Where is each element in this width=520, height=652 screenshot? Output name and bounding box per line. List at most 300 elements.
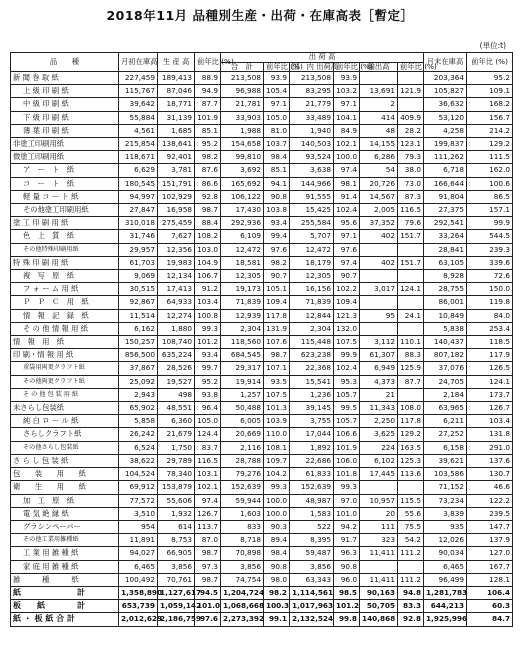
table-row bbox=[11, 217, 513, 230]
row-value: 93.9 bbox=[264, 72, 290, 85]
row-value: 95 bbox=[360, 309, 398, 322]
row-value: 5,707 bbox=[290, 230, 334, 243]
row-value: 167.7 bbox=[467, 560, 513, 573]
row-value: 12,472 bbox=[221, 243, 264, 256]
row-value: 83.3 bbox=[398, 600, 424, 613]
row-value: 96.3 bbox=[334, 547, 360, 560]
row-value: 73,234 bbox=[424, 494, 467, 507]
row-name: ア ー ト 紙 bbox=[11, 164, 119, 177]
row-value: 50,705 bbox=[360, 600, 398, 613]
row-value: 96.4 bbox=[195, 402, 221, 415]
row-value bbox=[360, 243, 398, 256]
row-value: 86.6 bbox=[195, 177, 221, 190]
row-value: 19,983 bbox=[158, 256, 195, 269]
row-value: 22,686 bbox=[290, 454, 334, 467]
row-name: さ ら し 包 装 紙 bbox=[11, 454, 119, 467]
table-row bbox=[11, 468, 513, 481]
row-value: 156.7 bbox=[467, 111, 513, 124]
row-value: 3,510 bbox=[119, 507, 158, 520]
row-value: 95.2 bbox=[195, 375, 221, 388]
table-row bbox=[11, 322, 513, 335]
row-value: 28,841 bbox=[424, 243, 467, 256]
row-value: 99.9 bbox=[334, 349, 360, 362]
row-value: 25,092 bbox=[119, 375, 158, 388]
row-value: 94.5 bbox=[195, 586, 221, 599]
row-value: 522 bbox=[290, 520, 334, 533]
row-value: 90.7 bbox=[334, 270, 360, 283]
row-name: 非塗工印刷用紙 bbox=[11, 138, 119, 151]
row-value: 98.5 bbox=[334, 586, 360, 599]
row-value: 100.0 bbox=[334, 151, 360, 164]
row-value bbox=[398, 322, 424, 335]
production-table bbox=[10, 52, 513, 627]
row-value: 87.7 bbox=[195, 98, 221, 111]
row-value bbox=[398, 560, 424, 573]
row-value: 101.2 bbox=[334, 600, 360, 613]
row-value: 69,912 bbox=[119, 481, 158, 494]
row-value: 12,939 bbox=[221, 309, 264, 322]
row-value: 6,360 bbox=[158, 415, 195, 428]
row-value: 113.6 bbox=[398, 468, 424, 481]
row-value: 16,958 bbox=[158, 204, 195, 217]
row-value: 73.0 bbox=[398, 177, 424, 190]
row-name: 複 写 原 紙 bbox=[11, 270, 119, 283]
row-value: 131.8 bbox=[467, 428, 513, 441]
row-value: 8,718 bbox=[221, 534, 264, 547]
row-value: 110.1 bbox=[398, 336, 424, 349]
row-value: 126.7 bbox=[467, 402, 513, 415]
row-name: その他さらし包装紙 bbox=[11, 441, 119, 454]
row-value: 22,368 bbox=[290, 362, 334, 375]
row-value: 129.2 bbox=[398, 428, 424, 441]
row-value: 79.3 bbox=[398, 151, 424, 164]
row-value: 1,932 bbox=[158, 507, 195, 520]
row-value: 137.6 bbox=[467, 454, 513, 467]
row-value: 91,555 bbox=[290, 190, 334, 203]
row-value: 16,156 bbox=[290, 283, 334, 296]
row-value: 255,584 bbox=[290, 217, 334, 230]
table-row bbox=[11, 362, 513, 375]
row-value: 2,304 bbox=[221, 322, 264, 335]
row-value bbox=[398, 98, 424, 111]
row-value: 91.4 bbox=[334, 190, 360, 203]
row-value: 92.8 bbox=[195, 190, 221, 203]
header-shipments: 出 荷 高 bbox=[221, 53, 424, 63]
row-value: 180,545 bbox=[119, 177, 158, 190]
row-value: 3,856 bbox=[221, 560, 264, 573]
row-value: 59,487 bbox=[290, 547, 334, 560]
row-value: 97.6 bbox=[264, 243, 290, 256]
row-name: 色 上 質 紙 bbox=[11, 230, 119, 243]
row-value: 87.3 bbox=[398, 190, 424, 203]
table-row bbox=[11, 151, 513, 164]
row-value: 116.5 bbox=[398, 204, 424, 217]
row-value: 109.7 bbox=[264, 454, 290, 467]
row-value: 150,257 bbox=[119, 336, 158, 349]
row-value: 124.1 bbox=[398, 283, 424, 296]
row-value: 95.6 bbox=[334, 217, 360, 230]
row-value: 98.7 bbox=[195, 547, 221, 560]
row-value: 292,541 bbox=[424, 217, 467, 230]
row-value: 2,012,629 bbox=[119, 613, 158, 626]
table-row bbox=[11, 270, 513, 283]
table-row bbox=[11, 98, 513, 111]
row-value: 48,987 bbox=[290, 494, 334, 507]
table-body bbox=[11, 72, 513, 627]
header-domestic-yoy: 前年比 (%) bbox=[334, 62, 360, 72]
row-value: 33,489 bbox=[290, 111, 334, 124]
table-row bbox=[11, 507, 513, 520]
row-value: 414 bbox=[360, 111, 398, 124]
row-value: 6,286 bbox=[360, 151, 398, 164]
row-name: フ ォ ー ム 用 紙 bbox=[11, 283, 119, 296]
row-name: さらしクラフト紙 bbox=[11, 428, 119, 441]
row-value: 91.7 bbox=[334, 534, 360, 547]
row-value: 102.2 bbox=[334, 283, 360, 296]
row-value: 102.1 bbox=[195, 481, 221, 494]
row-value: 2,273,392 bbox=[221, 613, 264, 626]
row-value: 166,644 bbox=[424, 177, 467, 190]
row-value: 118,560 bbox=[221, 336, 264, 349]
row-value: 97.4 bbox=[195, 494, 221, 507]
row-value: 98.7 bbox=[195, 573, 221, 586]
row-value: 94.1 bbox=[264, 177, 290, 190]
row-value: 3,112 bbox=[360, 336, 398, 349]
row-value: 93.4 bbox=[195, 349, 221, 362]
table-row bbox=[11, 613, 513, 626]
row-value: 6,465 bbox=[119, 560, 158, 573]
row-value: 103.0 bbox=[195, 243, 221, 256]
row-value: 61,307 bbox=[360, 349, 398, 362]
row-value: 106,122 bbox=[221, 190, 264, 203]
row-value: 19,173 bbox=[221, 283, 264, 296]
row-value: 86.5 bbox=[467, 190, 513, 203]
row-name: 下 級 印 刷 紙 bbox=[11, 111, 119, 124]
row-value: 3,017 bbox=[360, 283, 398, 296]
row-value: 138,641 bbox=[158, 138, 195, 151]
row-value: 150.0 bbox=[467, 283, 513, 296]
table-row bbox=[11, 349, 513, 362]
row-value: 101.9 bbox=[195, 111, 221, 124]
row-value: 108,740 bbox=[158, 336, 195, 349]
row-value: 97.1 bbox=[334, 98, 360, 111]
row-value: 21,781 bbox=[221, 98, 264, 111]
row-value: 20 bbox=[360, 507, 398, 520]
header-stock-yoy: 前年比 (%) bbox=[467, 53, 513, 72]
row-value: 117.8 bbox=[398, 415, 424, 428]
row-value: 7,627 bbox=[158, 230, 195, 243]
row-value: 1,127,617 bbox=[158, 586, 195, 599]
row-name: そ の 他 包 装 用 紙 bbox=[11, 388, 119, 401]
row-value: 104.2 bbox=[264, 468, 290, 481]
row-value: 37,352 bbox=[360, 217, 398, 230]
row-name: 薄 葉 印 刷 紙 bbox=[11, 124, 119, 137]
row-value: 2 bbox=[360, 98, 398, 111]
row-value: 6,524 bbox=[119, 441, 158, 454]
row-value: 684,545 bbox=[221, 349, 264, 362]
row-value: 856,500 bbox=[119, 349, 158, 362]
row-value: 123.1 bbox=[398, 138, 424, 151]
row-value bbox=[398, 72, 424, 85]
row-value: 71,839 bbox=[290, 296, 334, 309]
row-value: 833 bbox=[221, 520, 264, 533]
row-value: 24.1 bbox=[398, 309, 424, 322]
row-value: 275,459 bbox=[158, 217, 195, 230]
row-value: 935 bbox=[424, 520, 467, 533]
row-value: 11,411 bbox=[360, 547, 398, 560]
row-value bbox=[398, 296, 424, 309]
row-value: 53,120 bbox=[424, 111, 467, 124]
row-value: 61,703 bbox=[119, 256, 158, 269]
row-value: 152,639 bbox=[221, 481, 264, 494]
row-value: 339.6 bbox=[467, 256, 513, 269]
row-value: 3,781 bbox=[158, 164, 195, 177]
row-value: 108.2 bbox=[195, 230, 221, 243]
row-name: その他特殊印刷用紙 bbox=[11, 243, 119, 256]
row-value: 20,726 bbox=[360, 177, 398, 190]
row-value: 113.7 bbox=[195, 520, 221, 533]
table-row bbox=[11, 547, 513, 560]
row-name: 板 紙 計 bbox=[11, 600, 119, 613]
row-value: 2,184 bbox=[424, 388, 467, 401]
row-value: 101.9 bbox=[334, 441, 360, 454]
row-value: 39,145 bbox=[290, 402, 334, 415]
row-value: 50,488 bbox=[221, 402, 264, 415]
row-value: 147.7 bbox=[467, 520, 513, 533]
row-value: 100.6 bbox=[467, 177, 513, 190]
row-value: 105,827 bbox=[424, 85, 467, 98]
row-value: 97.3 bbox=[195, 560, 221, 573]
table-row bbox=[11, 428, 513, 441]
row-value: 105.4 bbox=[264, 85, 290, 98]
row-value: 106.4 bbox=[467, 586, 513, 599]
row-value: 1,257 bbox=[221, 388, 264, 401]
row-value: 94,997 bbox=[119, 190, 158, 203]
row-value: 115.5 bbox=[398, 494, 424, 507]
row-value: 104.9 bbox=[195, 256, 221, 269]
row-value: 79.6 bbox=[398, 217, 424, 230]
row-name: 情 報 記 録 紙 bbox=[11, 309, 119, 322]
row-value: 157.1 bbox=[467, 204, 513, 217]
row-value: 70,898 bbox=[221, 547, 264, 560]
row-value: 189,413 bbox=[158, 72, 195, 85]
row-name: グラシンペーパー bbox=[11, 520, 119, 533]
row-value: 18,179 bbox=[290, 256, 334, 269]
row-value: 213,508 bbox=[221, 72, 264, 85]
row-value: 17,430 bbox=[221, 204, 264, 217]
row-value: 29,957 bbox=[119, 243, 158, 256]
row-value: 101.0 bbox=[195, 600, 221, 613]
row-value: 95.2 bbox=[195, 138, 221, 151]
row-value: 11,343 bbox=[360, 402, 398, 415]
row-value: 153,879 bbox=[158, 481, 195, 494]
row-value: 6,109 bbox=[221, 230, 264, 243]
row-value: 88.4 bbox=[195, 217, 221, 230]
row-value: 117.9 bbox=[467, 349, 513, 362]
row-value: 1,925,996 bbox=[424, 613, 467, 626]
row-value: 92,867 bbox=[119, 296, 158, 309]
row-value: 93.4 bbox=[264, 217, 290, 230]
row-value: 122.2 bbox=[467, 494, 513, 507]
row-value: 29,317 bbox=[221, 362, 264, 375]
row-value: 4,561 bbox=[119, 124, 158, 137]
row-value: 28,755 bbox=[424, 283, 467, 296]
row-value bbox=[360, 270, 398, 283]
row-value: 163.5 bbox=[398, 441, 424, 454]
row-value: 98.7 bbox=[264, 349, 290, 362]
row-value: 115,448 bbox=[290, 336, 334, 349]
row-value: 103.4 bbox=[467, 415, 513, 428]
row-value: 119.8 bbox=[467, 296, 513, 309]
header-total-yoy: 前年比 (%) bbox=[264, 62, 290, 72]
row-value: 239.3 bbox=[467, 243, 513, 256]
row-value: 6,102 bbox=[360, 454, 398, 467]
row-value: 214.2 bbox=[467, 124, 513, 137]
row-value: 12,472 bbox=[290, 243, 334, 256]
row-value: 103,586 bbox=[424, 468, 467, 481]
row-name: Ｐ Ｐ Ｃ 用 紙 bbox=[11, 296, 119, 309]
row-name: 純 白 ロ ー ル 紙 bbox=[11, 415, 119, 428]
row-value: 2,132,524 bbox=[290, 613, 334, 626]
row-value: 1,988 bbox=[221, 124, 264, 137]
row-value: 27,252 bbox=[424, 428, 467, 441]
row-name: 紙 計 bbox=[11, 586, 119, 599]
row-value: 239.5 bbox=[467, 507, 513, 520]
row-value: 2,304 bbox=[290, 322, 334, 335]
row-value: 71,839 bbox=[221, 296, 264, 309]
row-value: 1,204,724 bbox=[221, 586, 264, 599]
row-value: 12,305 bbox=[290, 270, 334, 283]
table-row bbox=[11, 375, 513, 388]
row-value: 30,515 bbox=[119, 283, 158, 296]
row-value: 6,158 bbox=[424, 441, 467, 454]
row-value: 28,526 bbox=[158, 362, 195, 375]
row-value: 99.8 bbox=[334, 613, 360, 626]
row-value: 88.9 bbox=[195, 72, 221, 85]
row-value: 8,395 bbox=[290, 534, 334, 547]
table-row bbox=[11, 402, 513, 415]
row-value: 12,274 bbox=[158, 309, 195, 322]
row-value: 99.5 bbox=[334, 402, 360, 415]
row-value: 70,761 bbox=[158, 573, 195, 586]
row-value: 95.2 bbox=[467, 72, 513, 85]
row-value: 173.7 bbox=[467, 388, 513, 401]
row-value: 1,685 bbox=[158, 124, 195, 137]
row-value: 46.6 bbox=[467, 481, 513, 494]
row-value: 91,804 bbox=[424, 190, 467, 203]
row-value: 55,606 bbox=[158, 494, 195, 507]
table-row bbox=[11, 534, 513, 547]
row-value: 99.3 bbox=[264, 481, 290, 494]
row-name: 加 工 原 紙 bbox=[11, 494, 119, 507]
row-value: 66,905 bbox=[158, 547, 195, 560]
row-value: 54.2 bbox=[398, 534, 424, 547]
row-value: 1,059,142 bbox=[158, 600, 195, 613]
row-value: 8,753 bbox=[158, 534, 195, 547]
row-value: 59,944 bbox=[221, 494, 264, 507]
row-value: 109.4 bbox=[264, 296, 290, 309]
row-value: 215,854 bbox=[119, 138, 158, 151]
row-name: 情 報 用 紙 bbox=[11, 336, 119, 349]
row-value: 96.0 bbox=[334, 573, 360, 586]
row-value: 3,856 bbox=[290, 560, 334, 573]
row-value: 93.9 bbox=[334, 72, 360, 85]
row-value: 116.5 bbox=[195, 454, 221, 467]
row-value: 121.3 bbox=[334, 309, 360, 322]
row-value: 24,705 bbox=[424, 375, 467, 388]
row-value: 635,224 bbox=[158, 349, 195, 362]
row-value: 90.3 bbox=[264, 520, 290, 533]
row-value: 96,988 bbox=[221, 85, 264, 98]
row-value: 99.3 bbox=[195, 322, 221, 335]
row-value: 1,940 bbox=[290, 124, 334, 137]
row-value: 1,750 bbox=[158, 441, 195, 454]
row-value: 75.5 bbox=[398, 520, 424, 533]
row-value bbox=[360, 560, 398, 573]
row-value: 12,356 bbox=[158, 243, 195, 256]
row-value: 137.9 bbox=[467, 534, 513, 547]
row-name: 新 聞 巻 取 紙 bbox=[11, 72, 119, 85]
row-value: 99.3 bbox=[334, 481, 360, 494]
row-value: 18,771 bbox=[158, 98, 195, 111]
row-value bbox=[360, 72, 398, 85]
table-row bbox=[11, 441, 513, 454]
row-value: 125.9 bbox=[398, 362, 424, 375]
row-value: 5,858 bbox=[119, 415, 158, 428]
table-row bbox=[11, 190, 513, 203]
row-name: コ ー ト 紙 bbox=[11, 177, 119, 190]
row-value: 90.8 bbox=[264, 190, 290, 203]
row-value: 74,754 bbox=[221, 573, 264, 586]
row-value: 21,779 bbox=[290, 98, 334, 111]
row-value: 31,746 bbox=[119, 230, 158, 243]
row-value: 151,791 bbox=[158, 177, 195, 190]
row-value: 12,026 bbox=[424, 534, 467, 547]
row-value: 97.0 bbox=[334, 494, 360, 507]
row-value: 3,692 bbox=[221, 164, 264, 177]
row-value: 807,182 bbox=[424, 349, 467, 362]
row-value: 93.8 bbox=[195, 388, 221, 401]
row-value: 129.2 bbox=[467, 138, 513, 151]
row-value: 203,364 bbox=[424, 72, 467, 85]
row-value: 125.3 bbox=[398, 454, 424, 467]
row-value: 15,541 bbox=[290, 375, 334, 388]
row-value: 6,211 bbox=[424, 415, 467, 428]
row-value: 106.0 bbox=[334, 454, 360, 467]
row-value: 108.0 bbox=[398, 402, 424, 415]
row-value: 96,499 bbox=[424, 573, 467, 586]
row-value bbox=[398, 243, 424, 256]
row-value: 102.4 bbox=[334, 362, 360, 375]
row-value: 151.7 bbox=[398, 256, 424, 269]
page-title: 2018年11月 品種別生産・出荷・在庫高表［暫定］ bbox=[106, 8, 414, 23]
row-name: 未さらし包装紙 bbox=[11, 402, 119, 415]
row-value: 93,524 bbox=[290, 151, 334, 164]
row-value: 33,264 bbox=[424, 230, 467, 243]
table-row bbox=[11, 454, 513, 467]
row-value: 106.7 bbox=[195, 270, 221, 283]
row-value: 140,437 bbox=[424, 336, 467, 349]
row-value: 291.0 bbox=[467, 441, 513, 454]
row-value: 102,929 bbox=[158, 190, 195, 203]
row-value: 104,524 bbox=[119, 468, 158, 481]
row-value: 19,527 bbox=[158, 375, 195, 388]
row-value: 108.1 bbox=[264, 441, 290, 454]
row-value: 12,134 bbox=[158, 270, 195, 283]
row-value: 19,914 bbox=[221, 375, 264, 388]
row-value: 111.2 bbox=[398, 573, 424, 586]
unit-label: (単位:t) bbox=[479, 41, 506, 50]
